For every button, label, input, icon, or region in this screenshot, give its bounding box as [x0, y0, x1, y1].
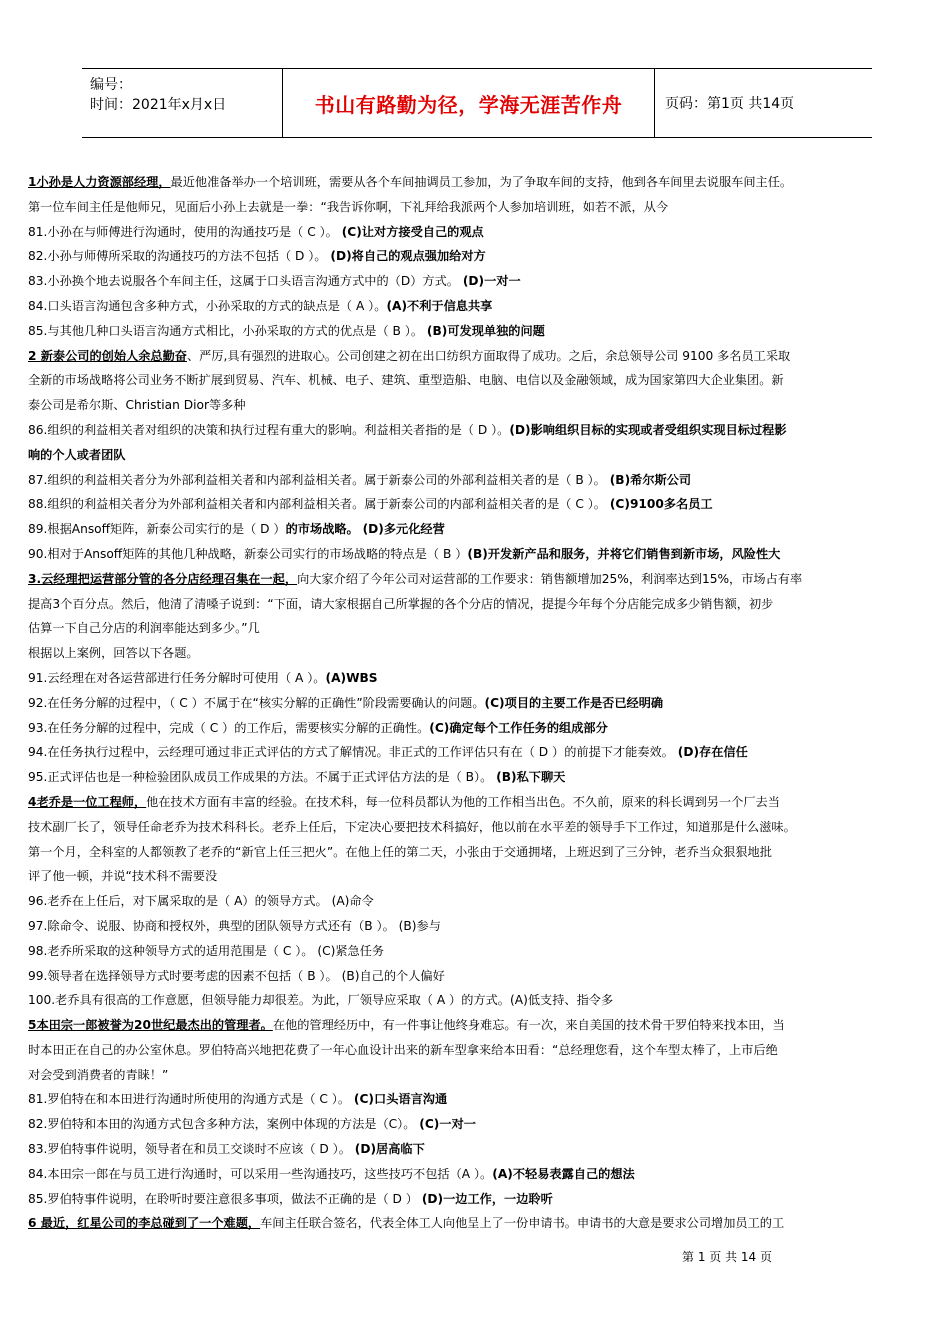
text-segment: 技术副厂长了，领导任命老乔为技术科科长。老乔上任后，下定决心要把技术科搞好，他以前在水平差的领导手下工作过，知道那是什么滋味。 [28, 819, 796, 834]
text-line [28, 294, 933, 319]
text-segment: 95.正式评估也是一种检验团队成员工作成果的方法。不属于正式评估方法的是（ B）。 [28, 770, 497, 785]
text-segment: (B)开发新产品和服务，并将它们销售到新市场，风险性大 [467, 546, 781, 561]
text-segment: (A)WBS [325, 670, 378, 685]
text-line [28, 418, 933, 443]
text-line [28, 319, 933, 344]
text-line [28, 864, 933, 889]
text-segment: 83.罗伯特事件说明，领导者在和员工交谈时不应该（ D ）。 [28, 1142, 355, 1157]
text-segment: 97.除命令、说服、协商和授权外，典型的团队领导方式还有（B ）。 (B)参与 [28, 918, 441, 933]
text-segment: (D)将自己的观点强加给对方 [330, 249, 486, 264]
text-line [28, 790, 933, 815]
text-segment: 4老乔是一位工程师， [28, 794, 147, 809]
text-line [28, 393, 933, 418]
text-segment: (D)一边工作，一边聆听 [421, 1191, 553, 1206]
text-line [28, 244, 933, 269]
text-segment: 在他的管理经历中，有一件事让他终身难忘。有一次，来自美国的技术骨干罗伯特来找本田，当 [272, 1018, 785, 1033]
text-segment: 评了他一顿，并说“技术科不需要没 [28, 869, 218, 884]
header-meta [82, 69, 282, 137]
header-page-cell [655, 69, 872, 137]
text-segment: 96.老乔在上任后，对下属采取的是（ A）的领导方式。 (A)命令 [28, 894, 374, 909]
text-segment: (C)项目的主要工作是否已经明确 [484, 695, 664, 710]
text-line [28, 592, 933, 617]
text-line [28, 344, 933, 369]
text-segment: 2 新泰公司的创始人余总勤奋 [28, 348, 187, 363]
text-segment: 94.在任务执行过程中，云经理可通过非正式评估的方式了解情况。非正式的工作评估只有在（ D ）的前提下才能奏效。 [28, 745, 678, 760]
text-segment: 81.罗伯特在和本田进行沟通时所使用的沟通方式是（ C ）。 [28, 1092, 354, 1107]
text-segment: (D)多元化经营 [362, 522, 445, 537]
document-time-label: 时间：2021年x月x日 [90, 97, 227, 113]
text-segment: 83.小孙换个地去说服各个车间主任，这属于口头语言沟通方式中的（D）方式。 [28, 274, 463, 289]
text-line [28, 1063, 933, 1088]
text-segment: 90.相对于Ansoff矩阵的其他几种战略，新泰公司实行的市场战略的特点是（ B ） [28, 546, 468, 561]
text-segment: (D)居高临下 [354, 1142, 425, 1157]
text-segment: 车间主任联合签名，代表全体工人向他呈上了一份申请书。申请书的大意是要求公司增加员工的工 [260, 1216, 785, 1231]
text-segment: (A)不轻易表露自己的想法 [492, 1166, 635, 1181]
text-line [28, 1013, 933, 1038]
text-line [28, 567, 933, 592]
text-line [28, 170, 933, 195]
text-segment: 第一个月，全科室的人都领教了老乔的“新官上任三把火”。在他上任的第二天，小张由于交通拥堵，上班迟到了三分钟，老乔当众狠狠地批 [28, 844, 772, 859]
text-line [28, 988, 933, 1013]
text-segment: (C)确定每个工作任务的组成部分 [429, 720, 608, 735]
text-segment: 85.罗伯特事件说明，在聆听时要注意很多事项，做法不正确的是（ D ） [28, 1191, 422, 1206]
text-line [28, 468, 933, 493]
text-line [28, 1112, 933, 1137]
header-page-number: 页码：第1页 共14页 [665, 96, 795, 112]
text-line [28, 889, 933, 914]
text-line [28, 368, 933, 393]
text-line [28, 666, 933, 691]
text-line [28, 542, 933, 567]
text-segment: (A)不利于信息共享 [386, 298, 493, 313]
text-segment: 82.小孙与师傅所采取的沟通技巧的方法不包括（ D ）。 [28, 249, 331, 264]
text-line [28, 716, 933, 741]
document-number-label: 编号： [90, 77, 132, 93]
text-segment: 泰公司是希尔斯、Christian Dior等多种 [28, 398, 246, 413]
text-line [28, 492, 933, 517]
text-segment: 对会受到消费者的青睐！” [28, 1067, 169, 1082]
text-segment: 根据以上案例，回答以下各题。 [28, 646, 199, 661]
text-segment: 89.根据Ansoff矩阵，新泰公司实行的是（ D ） [28, 522, 286, 537]
text-segment: 最近他准备举办一个培训班，需要从各个车间抽调员工参加，为了争取车间的支持，他到各车间里去说服车间主任。 [170, 175, 793, 189]
text-line [28, 1038, 933, 1063]
text-segment: 1小孙是人力资源部经理， [28, 175, 171, 189]
text-segment: 84.口头语言沟通包含多种方式，小孙采取的方式的缺点是（ A ）。 [28, 298, 387, 313]
text-segment: 5本田宗一郎被誉为20世纪最杰出的管理者。 [28, 1018, 273, 1033]
text-segment: 提高3个百分点。然后，他清了清嗓子说到：“下面，请大家根据自己所掌握的各个分店的情况，提提今年每个分店能完成多少销售额，初步 [28, 596, 774, 611]
text-segment: 88.组织的利益相关者分为外部利益相关者和内部利益相关者。属于新泰公司的内部利益相关者的是（ C ）。 [28, 497, 610, 512]
text-segment: 91.云经理在对各运营部进行任务分解时可使用（ A ）。 [28, 670, 326, 685]
text-segment: 87.组织的利益相关者分为外部利益相关者和内部利益相关者。属于新泰公司的外部利益相关者的是（ B ）。 [28, 472, 610, 487]
text-segment: 85.与其他几种口头语言沟通方式相比，小孙采取的方式的优点是（ B ）。 [28, 323, 427, 338]
text-line [28, 740, 933, 765]
text-segment: 100.老乔具有很高的工作意愿，但领导能力却很差。为此，厂领导应采取（ A ）的方式。(A)低支持、指令多 [28, 993, 614, 1008]
text-segment: 全新的市场战略将公司业务不断扩展到贸易、汽车、机械、电子、建筑、重型造船、电脑、电信以及金融领域，成为国家第四大企业集团。新 [28, 373, 784, 388]
page-footer: 第 1 页 共 14 页 [682, 1250, 772, 1264]
text-line [28, 1087, 933, 1112]
text-segment: 他在技术方面有丰富的经验。在技术科，每一位科员都认为他的工作相当出色。不久前，原来的科长调到另一个厂去当 [146, 794, 780, 809]
text-line [28, 1162, 933, 1187]
text-segment: 82.罗伯特和本田的沟通方式包含多种方法，案例中体现的方法是（C）。 [28, 1117, 420, 1132]
text-segment: 时本田正在自己的办公室休息。罗伯特高兴地把花费了一年心血设计出来的新车型拿来给本田看：“总经理您看，这个车型太棒了，上市后绝 [28, 1042, 778, 1057]
header-motto: 书山有路勤为径，学海无涯苦作舟 [314, 92, 623, 117]
text-line [28, 1211, 933, 1236]
text-line [28, 517, 933, 542]
text-line [28, 1137, 933, 1162]
text-segment: 、严厉,具有强烈的进取心。公司创建之初在出口纺织方面取得了成功。之后，余总领导公司 9100 多名员工采取 [186, 348, 791, 363]
text-line [28, 443, 933, 468]
page-header [82, 68, 872, 138]
text-line [28, 195, 933, 220]
text-segment: 93.在任务分解的过程中，完成（ C ）的工作后，需要核实分解的正确性。 [28, 720, 430, 735]
text-segment: 98.老乔所采取的这种领导方式的适用范围是（ C ）。 (C)紧急任务 [28, 943, 385, 958]
text-line [28, 914, 933, 939]
text-segment: (C)9100多名员工 [609, 497, 713, 512]
header-motto-cell [282, 69, 655, 137]
text-segment: (B)希尔斯公司 [609, 472, 692, 487]
text-segment: (B)私下聊天 [496, 770, 566, 785]
text-line [28, 939, 933, 964]
text-segment: 估算一下自己分店的利润率能达到多少。”几 [28, 621, 260, 636]
text-segment: 的市场战略。 [285, 522, 359, 537]
text-segment: (D)影响组织目标的实现或者受组织实现目标过程影 [509, 422, 787, 437]
text-segment: 第一位车间主任是他师兄，见面后小孙上去就是一拳：“我告诉你啊，下礼拜给我派两个人参加培训班，如若不派，从今 [28, 199, 669, 214]
text-line [28, 840, 933, 865]
text-segment: 84.本田宗一郎在与员工进行沟通时，可以采用一些沟通技巧，这些技巧不包括（A ）。 [28, 1166, 493, 1181]
text-line [28, 1187, 933, 1212]
text-segment: 92.在任务分解的过程中，（ C ）不属于在“核实分解的正确性”阶段需要确认的问题。 [28, 695, 485, 710]
document-body [28, 170, 933, 1236]
text-line [28, 616, 933, 641]
text-segment: (D)一对一 [462, 274, 521, 289]
text-segment: (C)让对方接受自己的观点 [341, 224, 484, 239]
text-segment: (C)口头语言沟通 [353, 1092, 448, 1107]
text-line [28, 641, 933, 666]
text-segment: 3.云经理把运营部分管的各分店经理召集在一起， [28, 571, 298, 586]
text-segment: (B)可发现单独的问题 [426, 323, 545, 338]
text-segment: 向大家介绍了今年公司对运营部的工作要求：销售额增加25%，利润率达到15%，市场占有率 [297, 571, 803, 586]
text-segment: 响的个人或者团队 [28, 447, 126, 462]
text-segment: (D)存在信任 [677, 745, 748, 760]
text-line [28, 269, 933, 294]
text-line [28, 964, 933, 989]
text-line [28, 765, 933, 790]
text-segment: 6 最近，红星公司的李总碰到了一个难题， [28, 1216, 261, 1231]
text-segment: 99.领导者在选择领导方式时要考虑的因素不包括（ B ）。 (B)自己的个人偏好 [28, 968, 445, 983]
text-segment: (C)一对一 [419, 1117, 476, 1132]
text-segment: 86.组织的利益相关者对组织的决策和执行过程有重大的影响。利益相关者指的是（ D ）。 [28, 422, 510, 437]
text-line [28, 220, 933, 245]
text-line [28, 691, 933, 716]
text-segment: 81.小孙在与师傅进行沟通时，使用的沟通技巧是（ C ）。 [28, 224, 342, 239]
text-line [28, 815, 933, 840]
